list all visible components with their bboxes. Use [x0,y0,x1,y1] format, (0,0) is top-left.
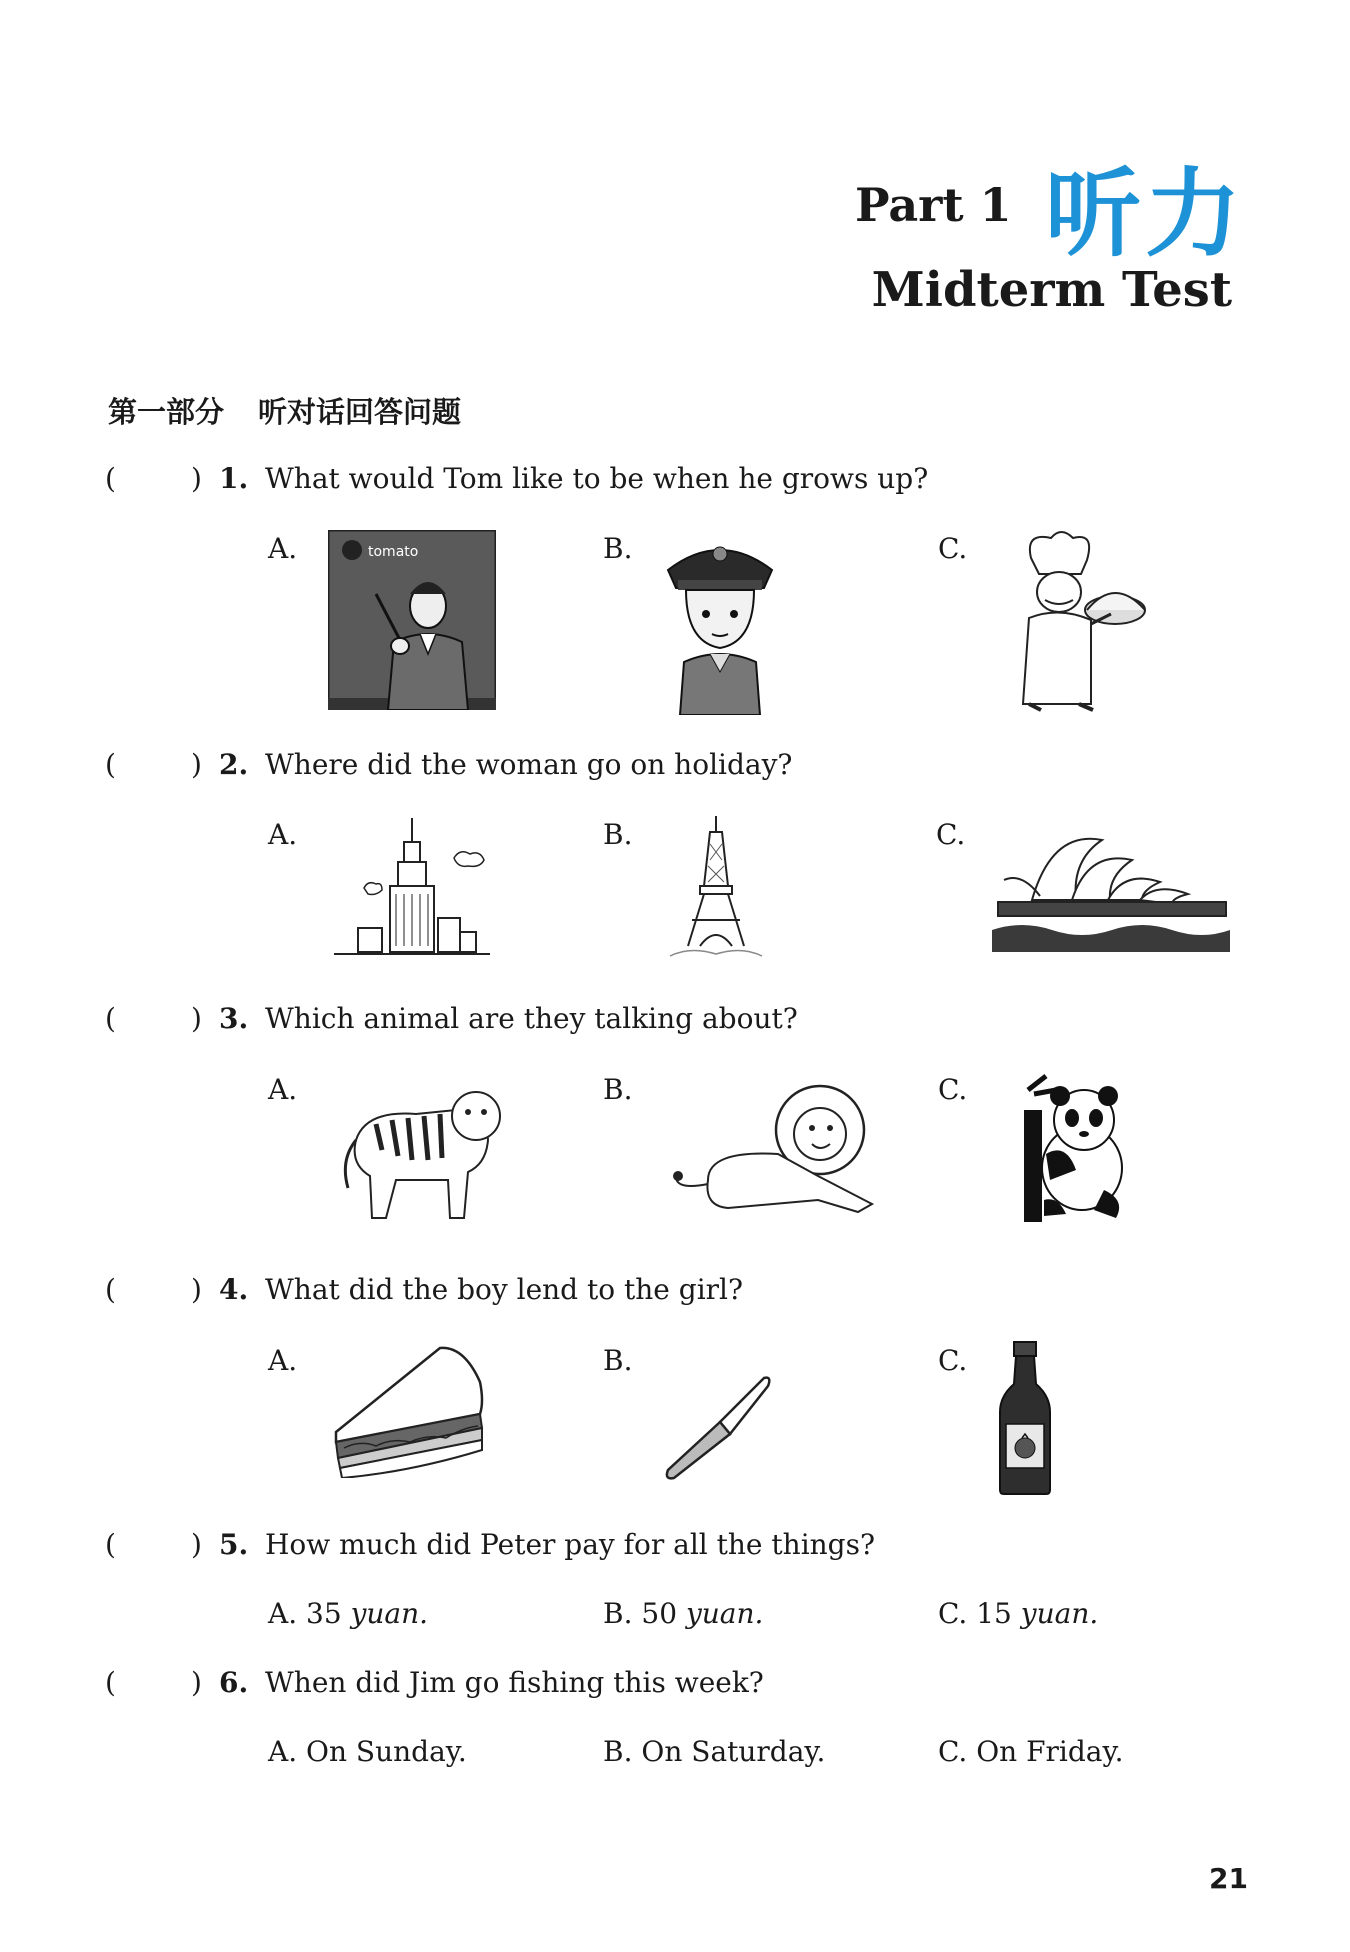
option-b-label: B. [603,1344,633,1377]
question-number: 6. [219,1666,249,1699]
part-label: Part 1 [855,178,1012,232]
question-6 [105,1666,764,1699]
knife-picture[interactable] [660,1372,772,1482]
option-a[interactable]: A. On Sunday. [268,1735,467,1768]
question-text: How much did Peter pay for all the things? [265,1528,875,1561]
answer-paren-open[interactable]: ( [105,748,116,781]
option-b-label: B. [603,818,633,851]
option-b-label: B. [603,1073,633,1106]
option-a-label: A. [268,1344,298,1377]
option-letter: A. [268,1597,298,1630]
option-c[interactable] [938,1597,1098,1630]
option-a-label: A. [268,1073,298,1106]
question-text: When did Jim go fishing this week? [265,1666,764,1699]
option-a-label: A. [268,818,298,851]
answer-paren-close: ) [191,1666,202,1699]
answer-paren-open[interactable]: ( [105,462,116,495]
question-text: What did the boy lend to the girl? [265,1273,743,1306]
question-text: Where did the woman go on holiday? [265,748,793,781]
teacher-picture[interactable] [328,530,496,710]
answer-paren-close: ) [191,1002,202,1035]
question-number: 2. [219,748,249,781]
question-5 [105,1528,875,1561]
option-c-label: C. [938,532,968,565]
option-b[interactable]: B. On Saturday. [603,1735,826,1768]
sandwich-picture[interactable] [330,1342,490,1478]
option-c-label: C. [938,1073,968,1106]
ketchup-bottle-picture[interactable] [996,1340,1054,1496]
chinese-title: 听力 [1045,158,1245,270]
option-unit: yuan. [1020,1597,1099,1630]
question-number: 5. [219,1528,249,1561]
option-c-label: C. [938,1344,968,1377]
question-text: Which animal are they talking about? [265,1002,798,1035]
option-value: 15 [976,1597,1012,1630]
sydney-opera-house-picture[interactable] [992,820,1230,952]
option-unit: yuan. [350,1597,429,1630]
board-text: tomato [368,544,419,560]
answer-paren-close: ) [191,462,202,495]
test-subtitle: Midterm Test [871,262,1232,318]
option-c-label: C. [936,818,966,851]
skyscraper-city-picture[interactable] [334,818,490,960]
question-number: 4. [219,1273,249,1306]
answer-paren-open[interactable]: ( [105,1002,116,1035]
option-b-label: B. [603,532,633,565]
chef-picture[interactable] [995,528,1155,713]
answer-paren-open[interactable]: ( [105,1273,116,1306]
question-2 [105,748,792,781]
answer-paren-close: ) [191,748,202,781]
option-value: 50 [641,1597,678,1630]
panda-picture[interactable] [1006,1070,1140,1222]
answer-paren-close: ) [191,1273,202,1306]
option-letter: C. [938,1597,968,1630]
section-label: 第一部分 [108,395,225,429]
option-a[interactable] [268,1597,428,1630]
page-number: 21 [1209,1862,1248,1895]
section-heading [108,390,461,431]
answer-paren-close: ) [191,1528,202,1561]
option-a-label: A. [268,532,298,565]
option-unit: yuan. [685,1597,764,1630]
police-officer-picture[interactable] [660,530,780,715]
option-letter: B. [603,1597,633,1630]
option-c[interactable]: C. On Friday. [938,1735,1124,1768]
option-b[interactable] [603,1597,763,1630]
question-number: 3. [219,1002,249,1035]
question-text: What would Tom like to be when he grows up? [265,462,929,495]
tiger-picture[interactable] [336,1080,506,1225]
answer-paren-open[interactable]: ( [105,1666,116,1699]
question-3 [105,1002,798,1035]
answer-paren-open[interactable]: ( [105,1528,116,1561]
section-title: 听对话回答问题 [258,395,462,429]
lion-picture[interactable] [668,1080,882,1220]
question-number: 1. [219,462,249,495]
option-value: 35 [306,1597,342,1630]
eiffel-tower-picture[interactable] [660,816,772,966]
question-1 [105,462,928,495]
question-4 [105,1273,743,1306]
